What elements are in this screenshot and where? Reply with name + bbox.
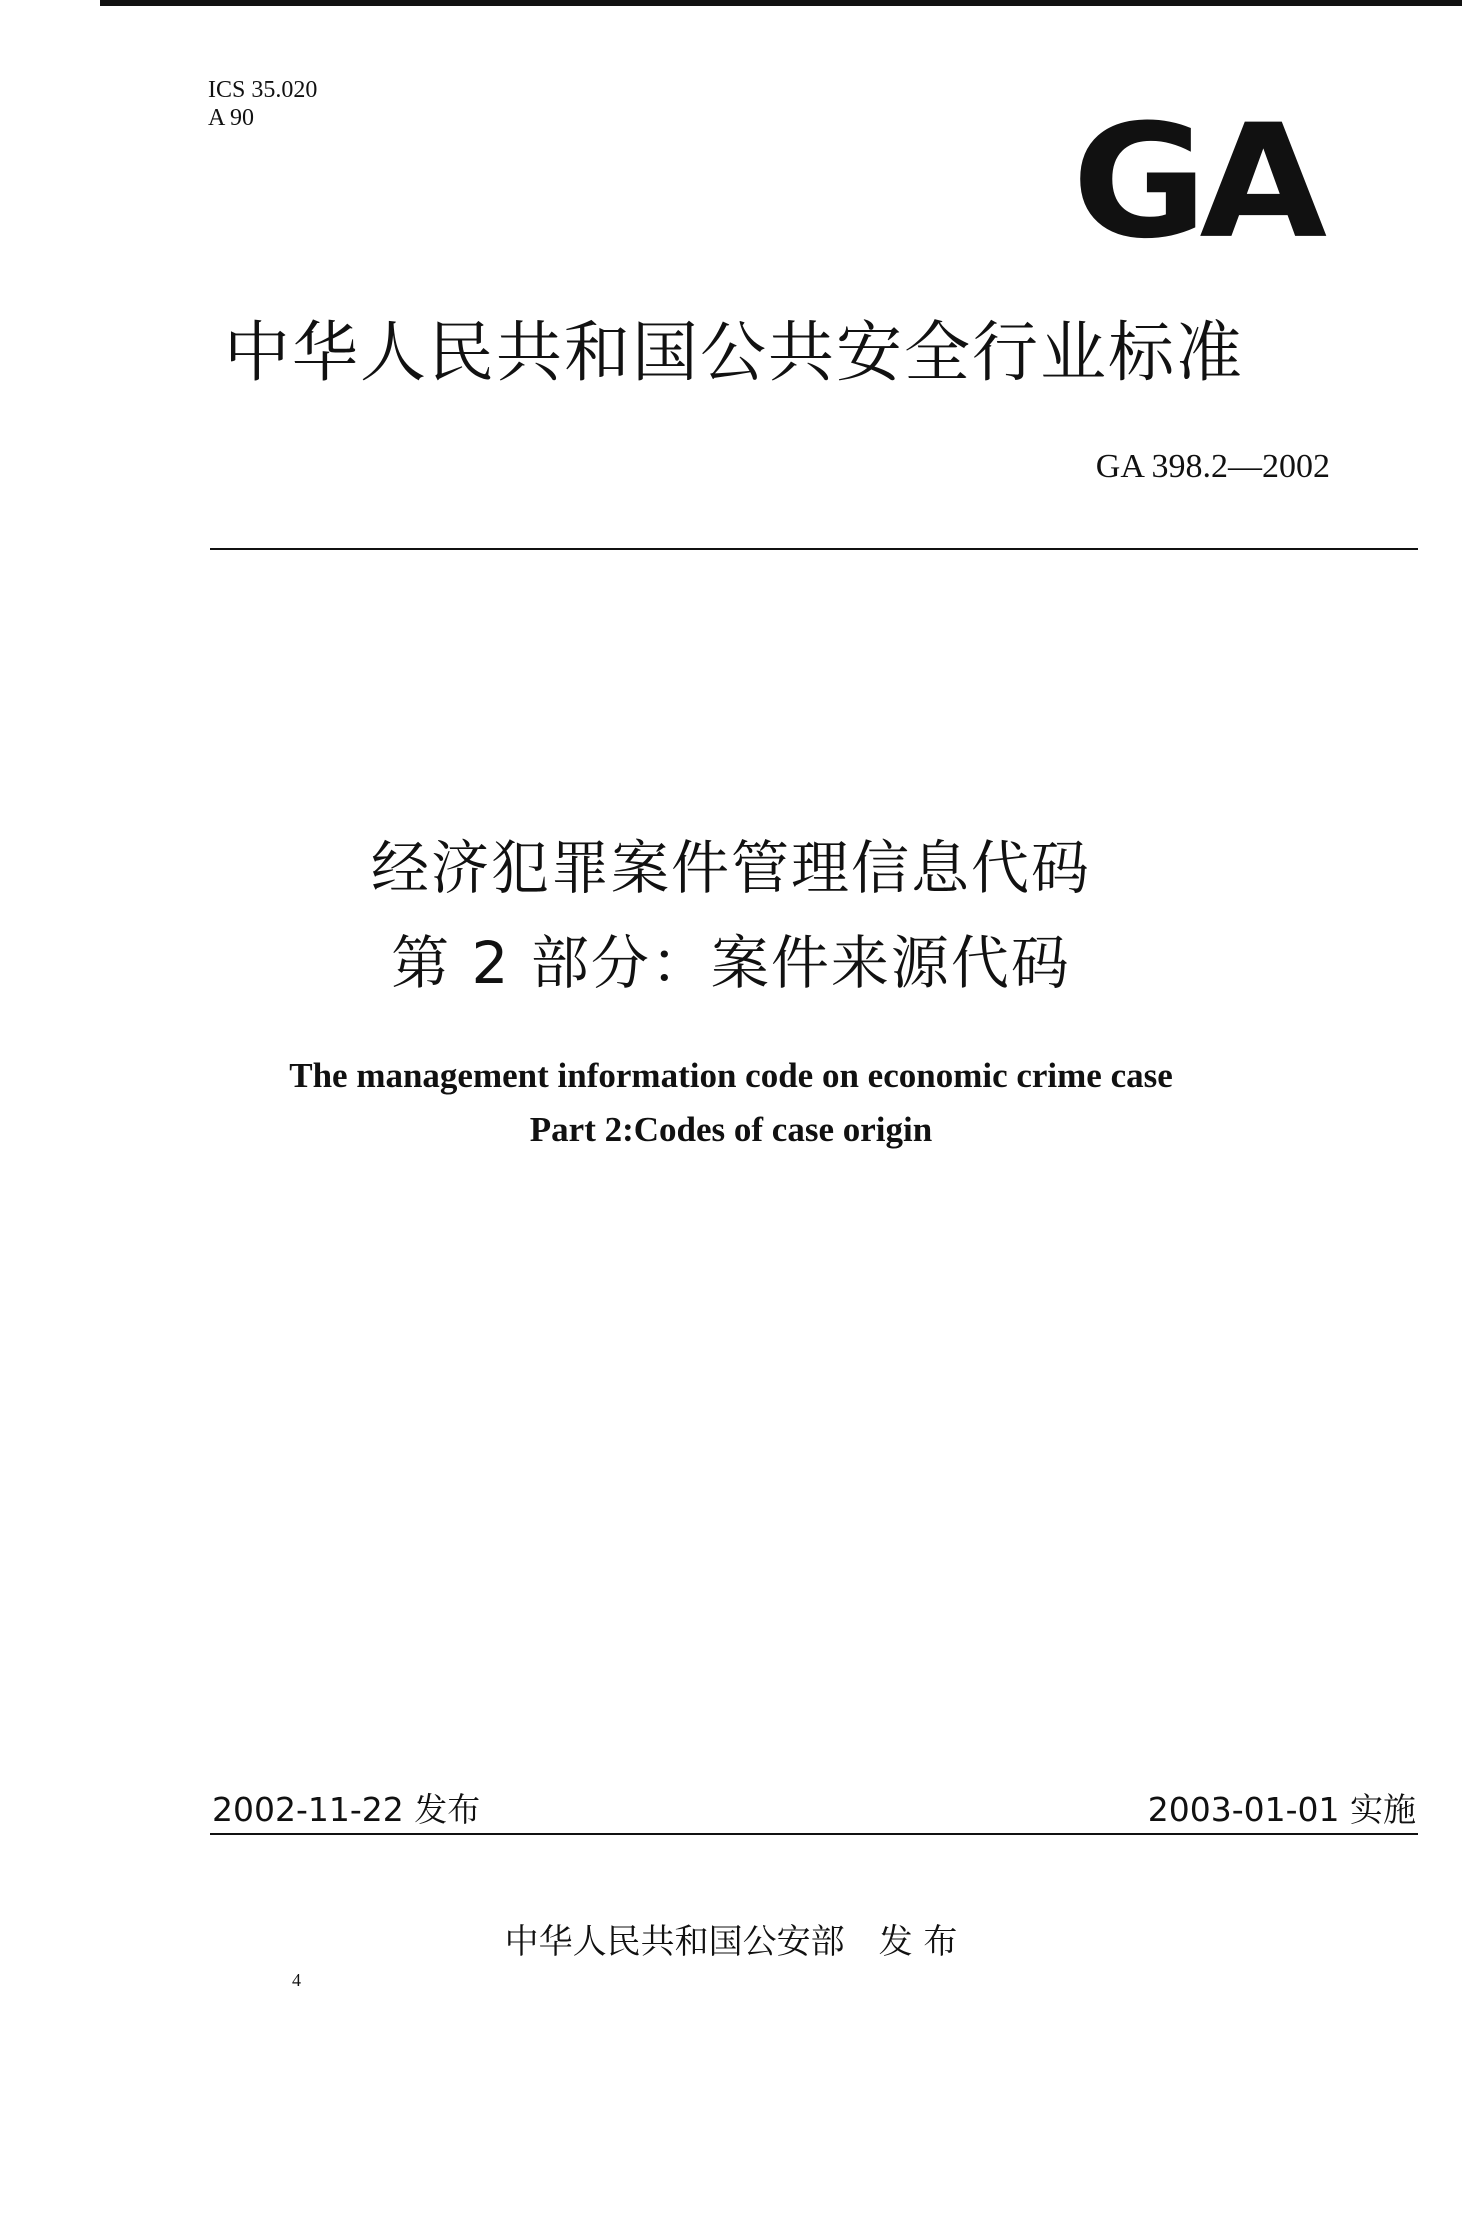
chinese-title-line-1: 经济犯罪案件管理信息代码 <box>370 834 1091 902</box>
authority-title: 中华人民共和国公共安全行业标准 <box>224 314 1244 391</box>
ga-logo: GA <box>1072 90 1320 273</box>
top-border-rule <box>100 0 1462 6</box>
issuing-authority: 中华人民共和国公安部 发 布 <box>504 1922 958 1962</box>
implementation-date: 2003-01-01 实施 <box>1147 1790 1416 1829</box>
classification-codes <box>208 76 317 132</box>
english-title-line-2: Part 2:Codes of case origin <box>529 1110 933 1149</box>
publish-date: 2002-11-22 发布 <box>212 1790 481 1829</box>
header-divider <box>210 548 1418 550</box>
ics-code: ICS 35.020 <box>208 77 318 103</box>
footer-divider <box>210 1833 1418 1835</box>
standard-number: GA 398.2—2002 <box>1095 448 1330 485</box>
page-number: 4 <box>292 1970 301 1990</box>
chinese-title-line-2: 第 2 部分：案件来源代码 <box>391 929 1071 997</box>
ccs-code: A 90 <box>208 105 255 131</box>
english-title-line-1: The management information code on economic crime case <box>289 1056 1173 1095</box>
